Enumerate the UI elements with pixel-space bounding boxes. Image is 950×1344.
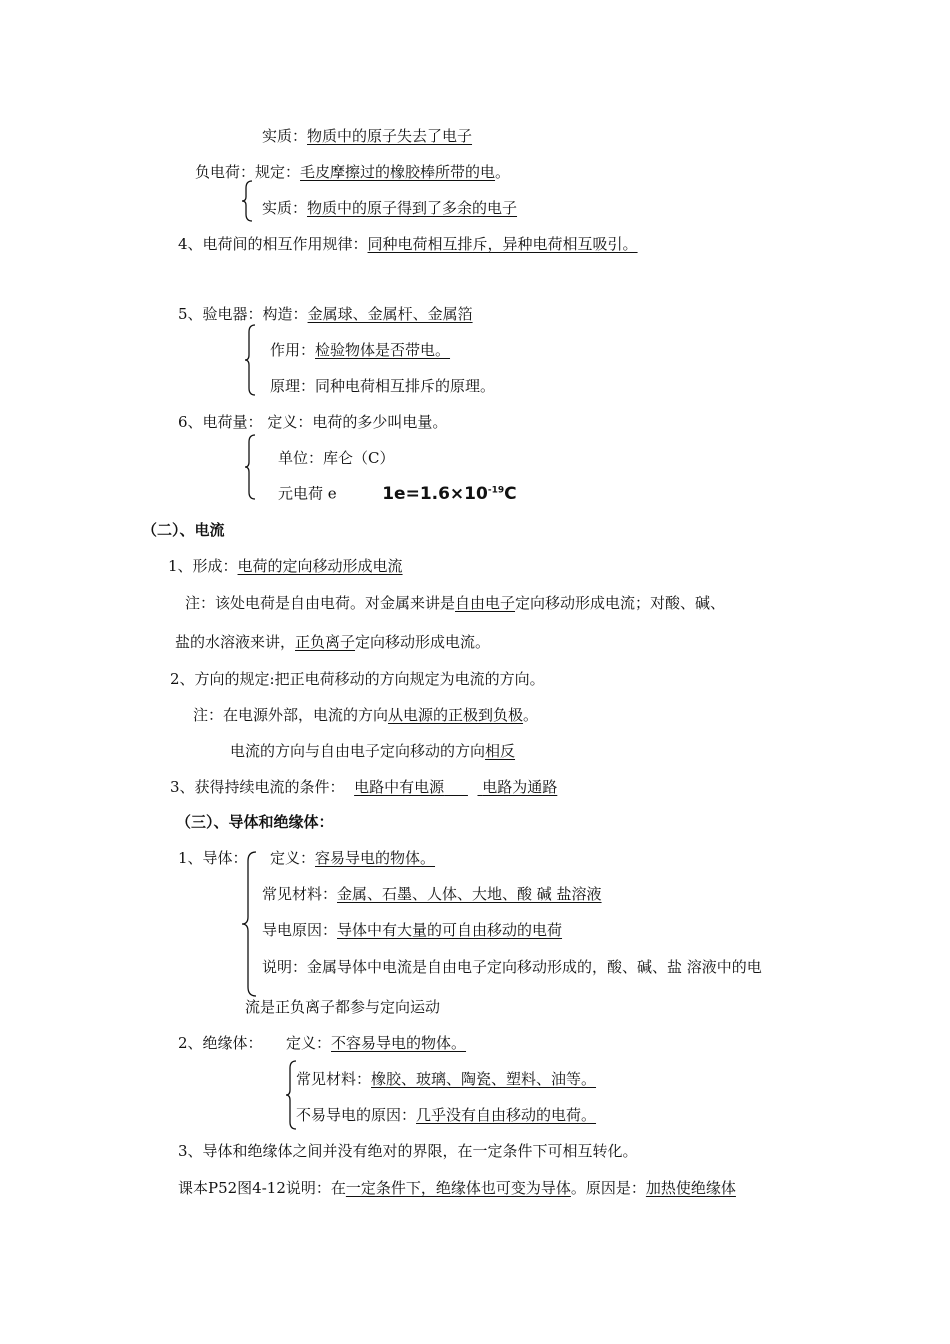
- unit: C: [504, 483, 517, 504]
- insulator-cause: [296, 1105, 596, 1125]
- item-5-function: [270, 340, 450, 360]
- label: 1、形成：: [168, 557, 238, 575]
- positive-charge-essence: [262, 126, 472, 146]
- conductor-materials: [262, 884, 602, 904]
- label: 定义：: [270, 849, 316, 867]
- text: 课本P52图4-12说明：在: [178, 1179, 346, 1197]
- value-1: [354, 778, 468, 796]
- current-item-3: [170, 777, 557, 797]
- punct: 。: [495, 163, 511, 181]
- text: 电流的方向与自由电子定向移动的方向: [230, 742, 486, 760]
- label: 6、电荷量：: [178, 413, 263, 431]
- definition: 定义：电荷的多少叫电量。: [267, 413, 448, 431]
- text: 注：在电源外部，电流的方向: [193, 706, 389, 724]
- elementary-charge-content: [278, 480, 517, 504]
- value: 不容易导电的物体。: [331, 1034, 467, 1052]
- item-5: [178, 304, 473, 324]
- section-heading-conductors: （三）、导体和绝缘体：: [176, 813, 334, 831]
- value: 加热使绝缘体: [645, 1179, 736, 1197]
- value: 物质中的原子得到了多余的电子: [307, 199, 518, 217]
- value: 橡胶、玻璃、陶瓷、塑料、油等。: [371, 1070, 597, 1088]
- label: 5、验电器：: [178, 305, 263, 323]
- value: 正负离子: [295, 633, 356, 651]
- item-6: [178, 412, 447, 432]
- text: 定向移动形成电流；对酸、碱、: [515, 594, 726, 612]
- label: 作用：: [270, 341, 316, 359]
- text: 定向移动形成电流。: [355, 633, 491, 651]
- current-note-2: [193, 705, 538, 725]
- label: 4、电荷间的相互作用规律：: [178, 235, 368, 253]
- text: 注：该处电荷是自由电荷。对金属来讲是: [185, 594, 456, 612]
- label: 定义：: [286, 1034, 332, 1052]
- label: 实质：: [262, 127, 308, 145]
- value-text: 1e=1.6×10: [382, 483, 488, 504]
- brace-icon: [243, 434, 257, 500]
- current-note-1: [185, 593, 725, 613]
- label: 不易导电的原因：: [296, 1106, 417, 1124]
- value: 金属球、金属杆、金属箔: [307, 305, 473, 323]
- value-2: [478, 778, 558, 796]
- label: 规定：: [255, 163, 301, 181]
- text: 。: [523, 706, 539, 724]
- value: 电荷的定向移动形成电流: [237, 557, 403, 575]
- negative-charge-essence: [262, 198, 517, 218]
- section-heading-current: （二）、电流: [142, 521, 225, 539]
- value: 容易导电的物体。: [315, 849, 436, 867]
- current-note-3: [230, 741, 515, 761]
- value: 毛皮摩擦过的橡胶棒所带的电: [300, 163, 496, 181]
- value: 相反: [485, 742, 516, 760]
- conductor-definition: [270, 848, 435, 868]
- brace-icon: [243, 324, 257, 396]
- label: 构造：: [262, 305, 308, 323]
- conductor-insulator-item-3: 3、导体和绝缘体之间并没有绝对的界限，在一定条件下可相互转化。: [178, 1142, 638, 1160]
- negative-charge-title: 负电荷：: [195, 163, 256, 181]
- brace-icon: [240, 851, 258, 997]
- current-note-1b: [175, 632, 490, 652]
- value: 一定条件下，绝缘体也可变为导体: [345, 1179, 571, 1197]
- exponent: -19: [487, 485, 505, 495]
- conductor-label: 1、导体：: [178, 849, 248, 867]
- item-4: [178, 234, 638, 254]
- value: 导体中有大量的可自由移动的电荷: [337, 921, 563, 939]
- insulator-label: 2、绝缘体：: [178, 1034, 263, 1052]
- value: 从电源的正极到负极: [388, 706, 524, 724]
- conductor-cause: [262, 920, 562, 940]
- current-item-2: 2、方向的规定:把正电荷移动的方向规定为电流的方向。: [170, 670, 545, 688]
- textbook-note: [178, 1178, 736, 1198]
- value: 自由电子: [455, 594, 516, 612]
- value: [382, 484, 516, 504]
- text: 。原因是：: [570, 1179, 646, 1197]
- insulator-definition: [286, 1033, 466, 1053]
- item-6-unit: 单位：库仑（C）: [278, 449, 395, 467]
- value: 金属、石墨、人体、大地、酸 碱 盐溶液: [337, 885, 602, 903]
- value: 检验物体是否带电。: [315, 341, 451, 359]
- conductor-explain: 说明：金属导体中电流是自由电子定向移动形成的，酸、碱、盐 溶液中的电: [262, 958, 762, 976]
- value: 同种电荷相互排斥，异种电荷相互吸引。: [367, 235, 638, 253]
- label: 导电原因：: [262, 921, 338, 939]
- item-5-principle: 原理：同种电荷相互排斥的原理。: [270, 377, 496, 395]
- current-item-1: [168, 556, 403, 576]
- value: 物质中的原子失去了电子: [307, 127, 473, 145]
- insulator-materials: [296, 1069, 596, 1089]
- brace-icon: [240, 180, 254, 222]
- text: 电路为通路: [482, 778, 558, 796]
- value: 几乎没有自由移动的电荷。: [416, 1106, 597, 1124]
- label: 常见材料：: [262, 885, 338, 903]
- conductor-explain-2: 流是正负离子都参与定向运动: [245, 998, 441, 1016]
- label: 3、获得持续电流的条件：: [170, 778, 345, 796]
- label: 实质：: [262, 199, 308, 217]
- label: 元电荷 e: [278, 484, 337, 503]
- text: 盐的水溶液来讲，: [175, 633, 296, 651]
- text: 电路中有电源: [354, 778, 445, 796]
- label: 常见材料：: [296, 1070, 372, 1088]
- negative-charge-rule: [195, 162, 510, 182]
